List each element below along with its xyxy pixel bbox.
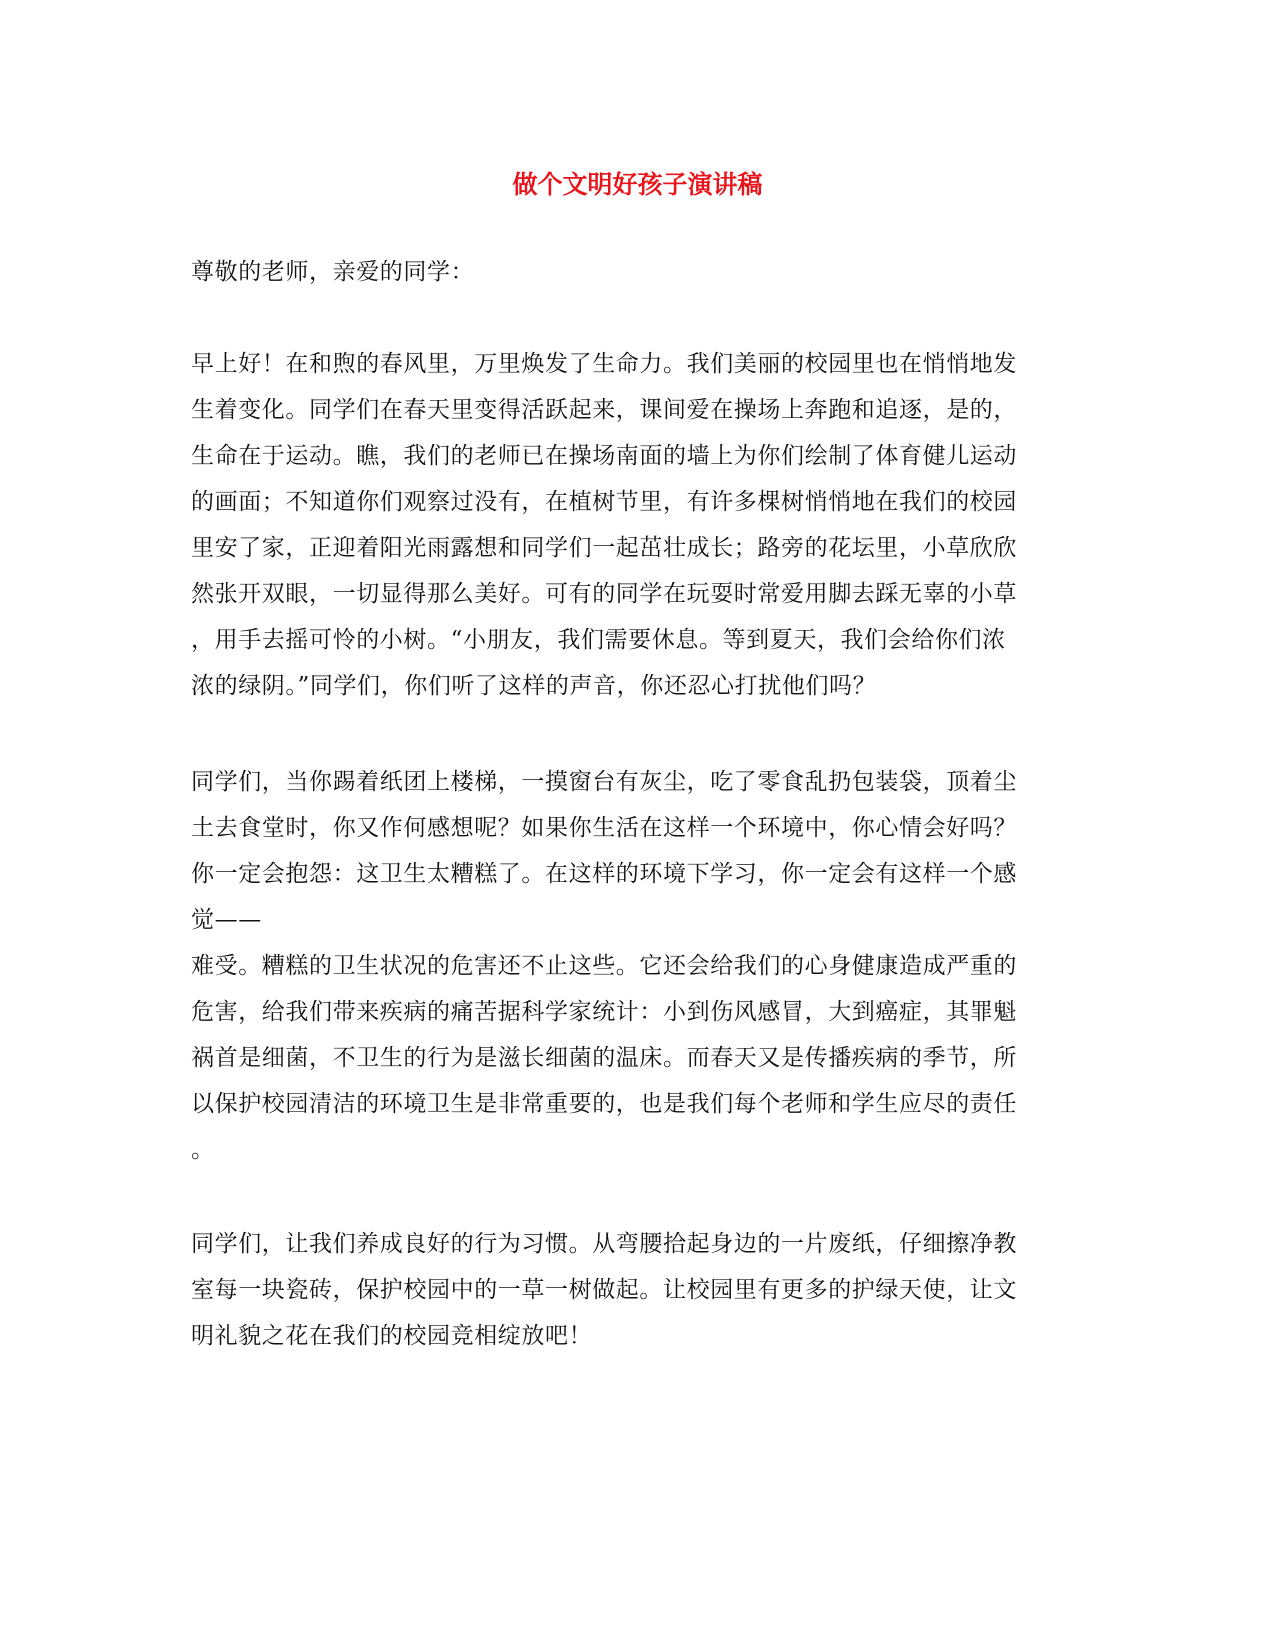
paragraph-1-line: 的画面；不知道你们观察过没有，在植树节里，有许多棵树悄悄地在我们的校园	[191, 489, 1017, 515]
document-title: 做个文明好孩子演讲稿	[512, 170, 763, 199]
paragraph-4-line: 明礼貌之花在我们的校园竞相绽放吧！	[191, 1323, 593, 1349]
paragraph-4-line: 同学们，让我们养成良好的行为习惯。从弯腰拾起身边的一片废纸，仔细擦净教	[191, 1231, 1017, 1257]
paragraph-3-line: 祸首是细菌，不卫生的行为是滋长细菌的温床。而春天又是传播疾病的季节，所	[191, 1045, 1017, 1071]
paragraph-1-line: 生着变化。同学们在春天里变得活跃起来，课间爱在操场上奔跑和追逐，是的，	[191, 397, 1017, 423]
paragraph-1-line: 浓的绿阴。”同学们，你们听了这样的声音，你还忍心打扰他们吗？	[191, 673, 877, 699]
paragraph-3-line: 难受。糟糕的卫生状况的危害还不止这些。它还会给我们的心身健康造成严重的	[191, 953, 1017, 979]
paragraph-2-line: 你一定会抱怨：这卫生太糟糕了。在这样的环境下学习，你一定会有这样一个感	[191, 861, 1017, 887]
paragraph-2-line: 土去食堂时，你又作何感想呢？如果你生活在这样一个环境中，你心情会好吗？	[191, 815, 1017, 841]
paragraph-3-line: 以保护校园清洁的环境卫生是非常重要的，也是我们每个老师和学生应尽的责任	[191, 1091, 1017, 1117]
paragraph-3-line: 危害，给我们带来疾病的痛苦据科学家统计：小到伤风感冒，大到癌症，其罪魁	[191, 999, 1017, 1025]
paragraph-2-line: 同学们，当你踢着纸团上楼梯，一摸窗台有灰尘，吃了零食乱扔包装袋，顶着尘	[191, 769, 1017, 795]
paragraph-1-line: 里安了家，正迎着阳光雨露想和同学们一起茁壮成长；路旁的花坛里，小草欣欣	[191, 535, 1017, 561]
paragraph-1-line: 早上好！在和煦的春风里，万里焕发了生命力。我们美丽的校园里也在悄悄地发	[191, 351, 1017, 377]
paragraph-4-line: 室每一块瓷砖，保护校园中的一草一树做起。让校园里有更多的护绿天使，让文	[191, 1277, 1017, 1303]
paragraph-1-line: ，用手去摇可怜的小树。“小朋友，我们需要休息。等到夏天，我们会给你们浓	[191, 627, 1006, 653]
paragraph-3-line: 。	[191, 1137, 215, 1163]
paragraph-2-line: 觉——	[191, 907, 262, 933]
salutation: 尊敬的老师，亲爱的同学：	[191, 259, 475, 285]
paragraph-1-line: 生命在于运动。瞧，我们的老师已在操场南面的墙上为你们绘制了体育健儿运动	[191, 443, 1017, 469]
paragraph-1-line: 然张开双眼，一切显得那么美好。可有的同学在玩耍时常爱用脚去踩无辜的小草	[191, 581, 1017, 607]
